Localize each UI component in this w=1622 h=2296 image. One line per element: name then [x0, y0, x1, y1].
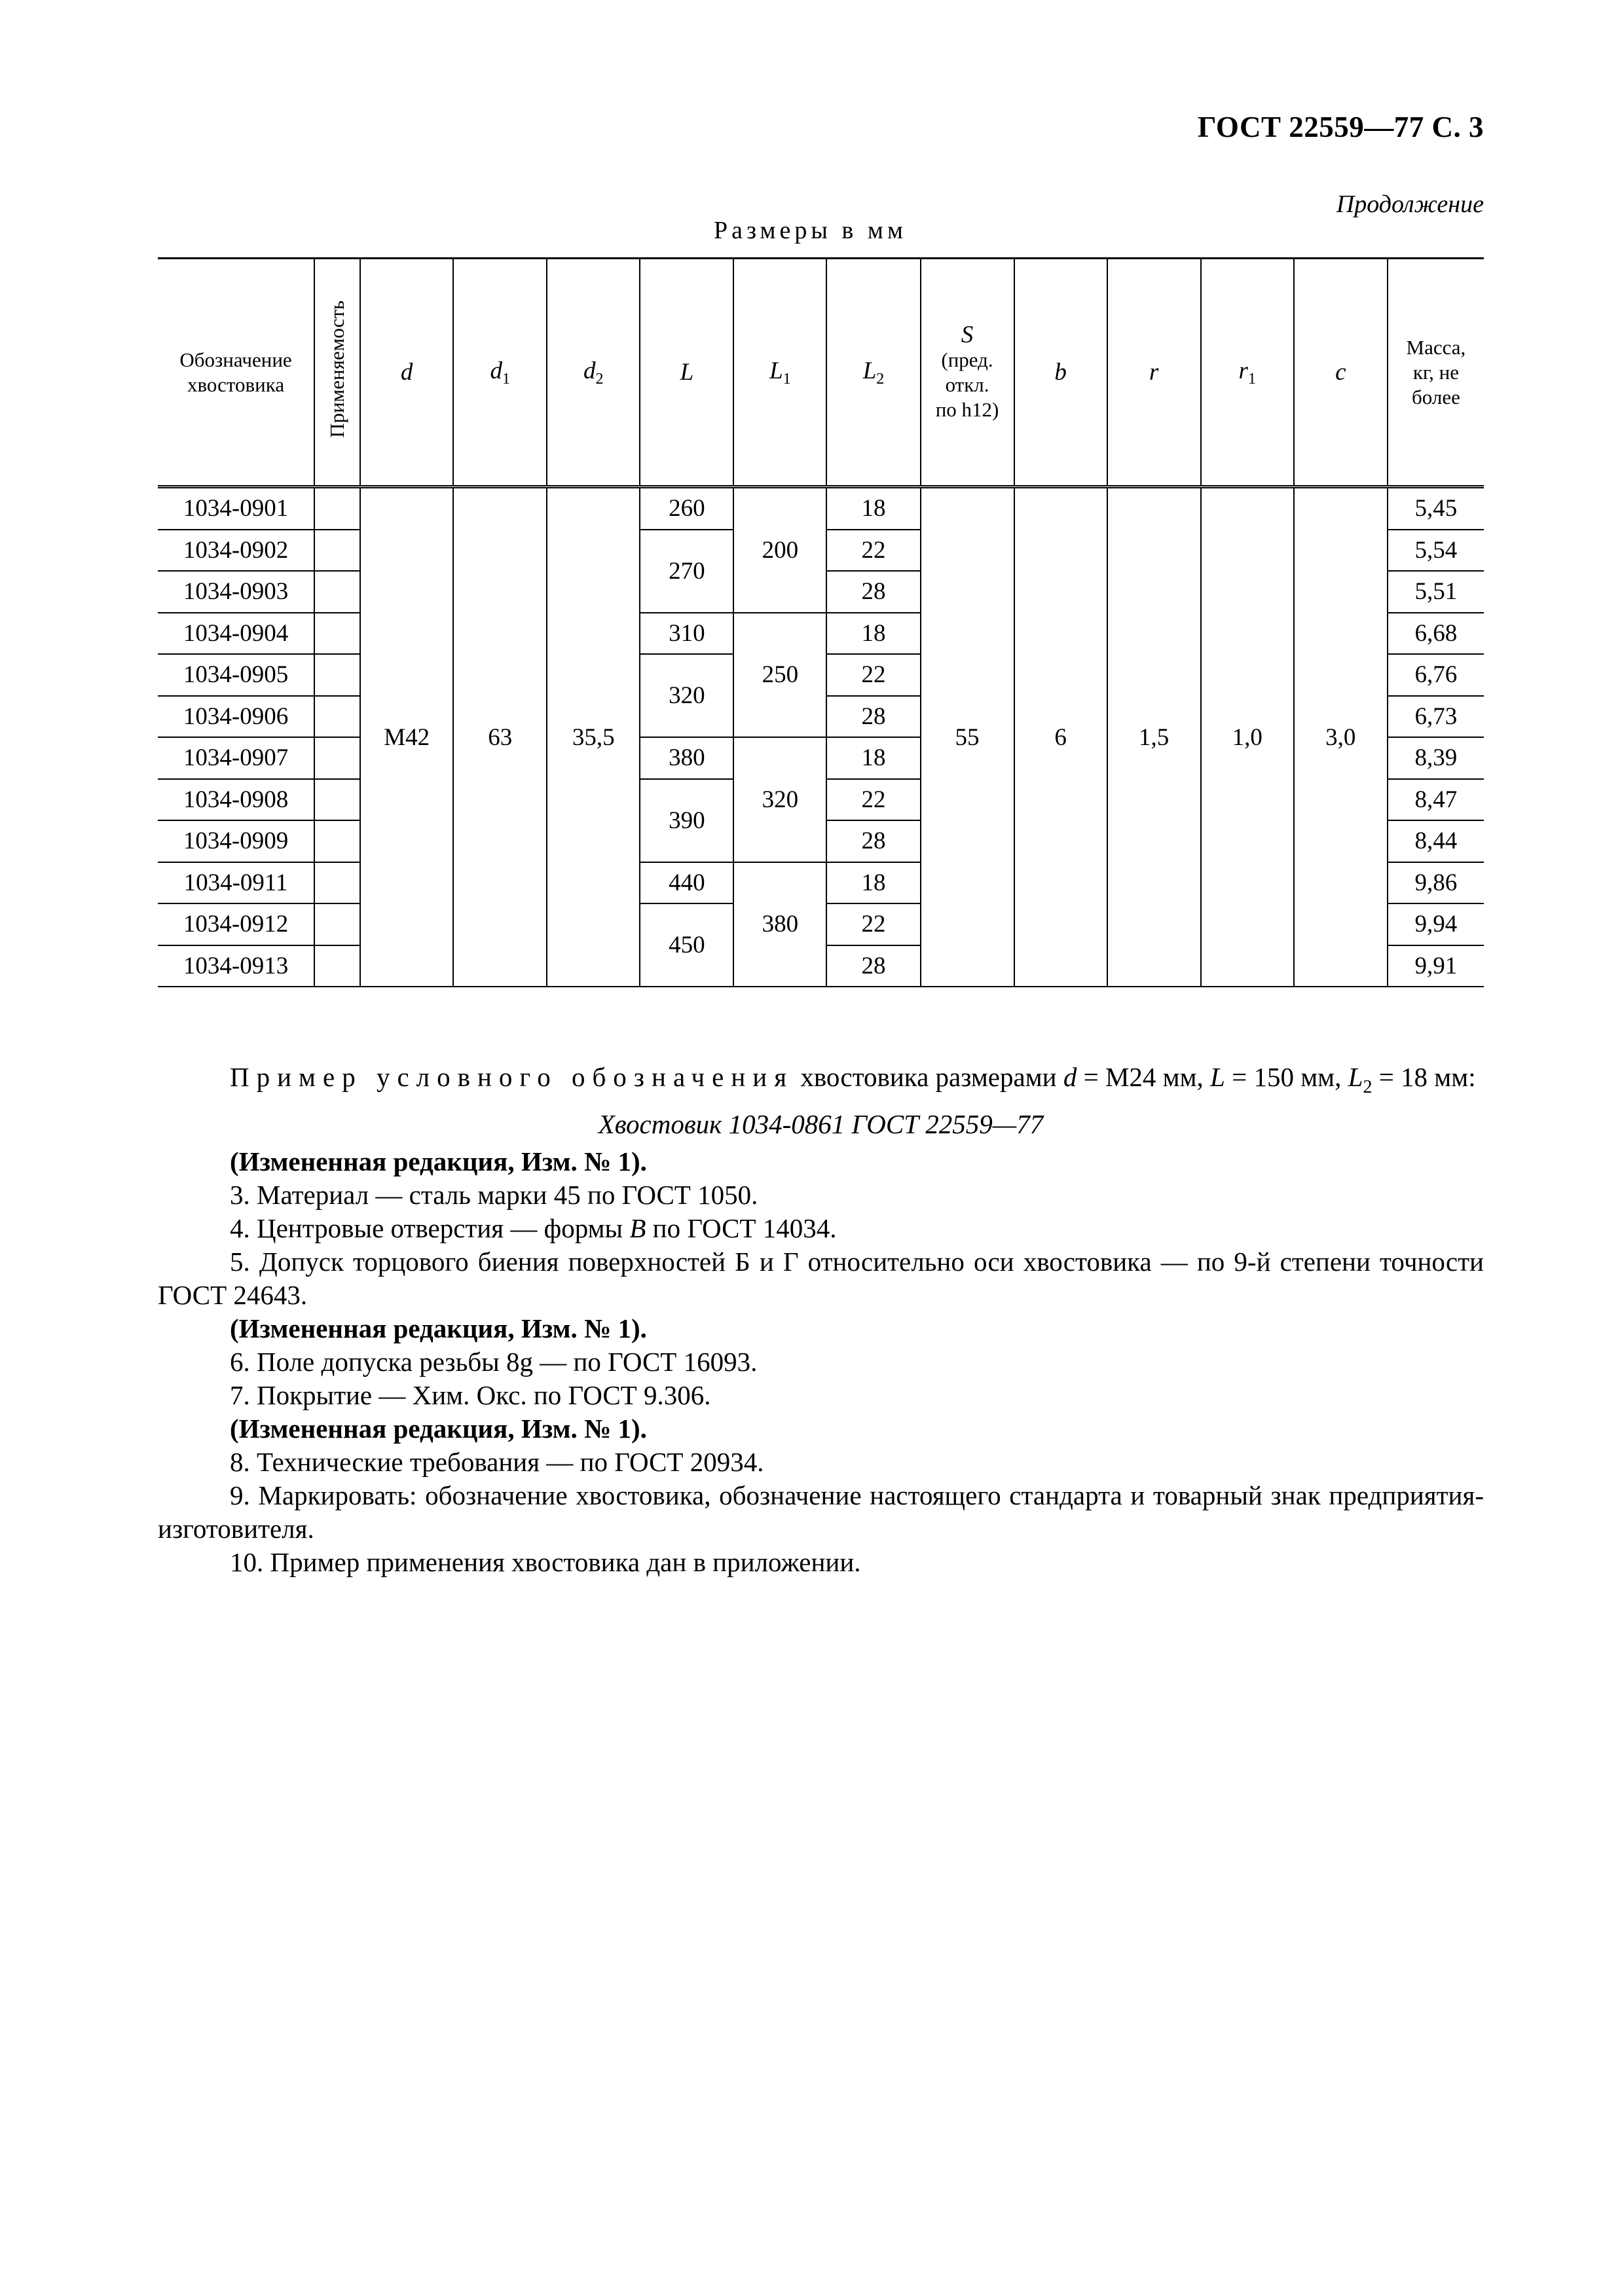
cell-L2: 28: [826, 696, 920, 738]
units-caption: Размеры в мм: [714, 217, 907, 244]
cell-mass: 9,91: [1388, 945, 1484, 987]
cell-mass: 8,39: [1388, 737, 1484, 779]
cell-L: 270: [640, 530, 733, 613]
col-header-b: b: [1014, 259, 1107, 487]
item-3: 3. Материал — сталь марки 45 по ГОСТ 1050.: [230, 1180, 758, 1210]
cell-d1: 63: [453, 487, 547, 987]
col-header-d1: $d_1$: [453, 259, 547, 487]
cell-designation: 1034-0906: [158, 696, 314, 738]
cell-mass: 5,51: [1388, 571, 1484, 613]
cell-L2: 22: [826, 903, 920, 945]
cell-b: 6: [1014, 487, 1107, 987]
cell-L2: 22: [826, 530, 920, 572]
cell-L: 380: [640, 737, 733, 779]
cell-mass: 6,73: [1388, 696, 1484, 738]
col-header-r1: $r_1$: [1201, 259, 1294, 487]
cell-L2: 22: [826, 779, 920, 821]
cell-c: 3,0: [1294, 487, 1388, 987]
cell-designation: 1034-0904: [158, 613, 314, 655]
body-text: [158, 1061, 1484, 1579]
cell-S: 55: [921, 487, 1014, 987]
example-paragraph: Пример условного обозначения хвостовика размерами d = М24 мм, L = 150 мм, $L_2 = 18$ мм:: [230, 1062, 1476, 1097]
col-header-r: r: [1107, 259, 1201, 487]
cell-L: 320: [640, 654, 733, 737]
cell-designation: 1034-0912: [158, 903, 314, 945]
cell-L1: 250: [733, 613, 826, 738]
cell-L2: 18: [826, 613, 920, 655]
cell-applicability: [314, 487, 360, 530]
cell-L: 390: [640, 779, 733, 862]
cell-L: 310: [640, 613, 733, 655]
cell-L: 440: [640, 862, 733, 904]
cell-L2: 18: [826, 487, 920, 530]
cell-applicability: [314, 571, 360, 613]
cell-mass: 8,47: [1388, 779, 1484, 821]
cell-L1: 380: [733, 862, 826, 987]
table-header-row: [158, 259, 1484, 487]
item-4: 4. Центровые отверстия — формы В по ГОСТ 14034.: [230, 1213, 837, 1243]
cell-applicability: [314, 862, 360, 904]
col-header-d: d: [360, 259, 453, 487]
item-5: 5. Допуск торцового биения поверхностей Б и Г относительно оси хвостовика — по 9-й степени точности ГОСТ 24643.: [158, 1247, 1484, 1310]
cell-mass: 8,44: [1388, 820, 1484, 862]
cell-designation: 1034-0905: [158, 654, 314, 696]
cell-designation: 1034-0911: [158, 862, 314, 904]
col-header-designation: Обозначение хвостовика: [158, 259, 314, 487]
item-7: 7. Покрытие — Хим. Окс. по ГОСТ 9.306.: [230, 1380, 711, 1410]
cell-applicability: [314, 696, 360, 738]
page-header-title: ГОСТ 22559—77 С. 3: [1197, 111, 1484, 143]
cell-mass: 6,76: [1388, 654, 1484, 696]
cell-applicability: [314, 530, 360, 572]
cell-d2: 35,5: [547, 487, 640, 987]
col-header-L2: $L_2$: [826, 259, 920, 487]
continuation-label: Продолжение: [1336, 191, 1484, 218]
cell-mass: 9,94: [1388, 903, 1484, 945]
cell-d: М42: [360, 487, 453, 987]
cell-L: 260: [640, 487, 733, 530]
cell-designation: 1034-0913: [158, 945, 314, 987]
cell-designation: 1034-0902: [158, 530, 314, 572]
cell-designation: 1034-0903: [158, 571, 314, 613]
col-header-mass: Масса, кг, не более: [1388, 259, 1484, 487]
item-6: 6. Поле допуска резьбы 8g — по ГОСТ 16093.: [230, 1347, 758, 1377]
col-header-L1: $L_1$: [733, 259, 826, 487]
table-row: [158, 487, 1484, 530]
amendment-note-1: (Измененная редакция, Изм. № 1).: [230, 1146, 647, 1176]
cell-L2: 28: [826, 945, 920, 987]
cell-L2: 18: [826, 862, 920, 904]
cell-applicability: [314, 945, 360, 987]
col-header-c: c: [1294, 259, 1388, 487]
amendment-note-2: (Измененная редакция, Изм. № 1).: [230, 1313, 647, 1343]
col-header-applicability: Применяемость: [314, 259, 360, 487]
example-designation: Хвостовик 1034-0861 ГОСТ 22559—77: [598, 1109, 1044, 1139]
cell-mass: 9,86: [1388, 862, 1484, 904]
amendment-note-3: (Измененная редакция, Изм. № 1).: [230, 1413, 647, 1444]
col-header-S: S (пред. откл. по h12): [921, 259, 1014, 487]
cell-L1: 200: [733, 487, 826, 613]
item-9: 9. Маркировать: обозначение хвостовика, обозначение настоящего стандарта и товарный знак предприятия-изготовителя.: [158, 1480, 1484, 1544]
cell-applicability: [314, 779, 360, 821]
cell-applicability: [314, 654, 360, 696]
cell-applicability: [314, 903, 360, 945]
cell-designation: 1034-0907: [158, 737, 314, 779]
cell-L2: 22: [826, 654, 920, 696]
cell-designation: 1034-0901: [158, 487, 314, 530]
cell-L2: 28: [826, 571, 920, 613]
cell-r1: 1,0: [1201, 487, 1294, 987]
cell-applicability: [314, 820, 360, 862]
cell-mass: 5,54: [1388, 530, 1484, 572]
cell-applicability: [314, 613, 360, 655]
cell-mass: 5,45: [1388, 487, 1484, 530]
item-10: 10. Пример применения хвостовика дан в приложении.: [230, 1547, 861, 1577]
cell-L1: 320: [733, 737, 826, 862]
dimensions-table: [158, 257, 1484, 987]
cell-L2: 28: [826, 820, 920, 862]
cell-r: 1,5: [1107, 487, 1201, 987]
col-header-d2: $d_2$: [547, 259, 640, 487]
cell-applicability: [314, 737, 360, 779]
item-8: 8. Технические требования — по ГОСТ 20934.: [230, 1447, 764, 1477]
cell-designation: 1034-0909: [158, 820, 314, 862]
col-header-L: L: [640, 259, 733, 487]
cell-mass: 6,68: [1388, 613, 1484, 655]
cell-designation: 1034-0908: [158, 779, 314, 821]
cell-L2: 18: [826, 737, 920, 779]
cell-L: 450: [640, 903, 733, 987]
